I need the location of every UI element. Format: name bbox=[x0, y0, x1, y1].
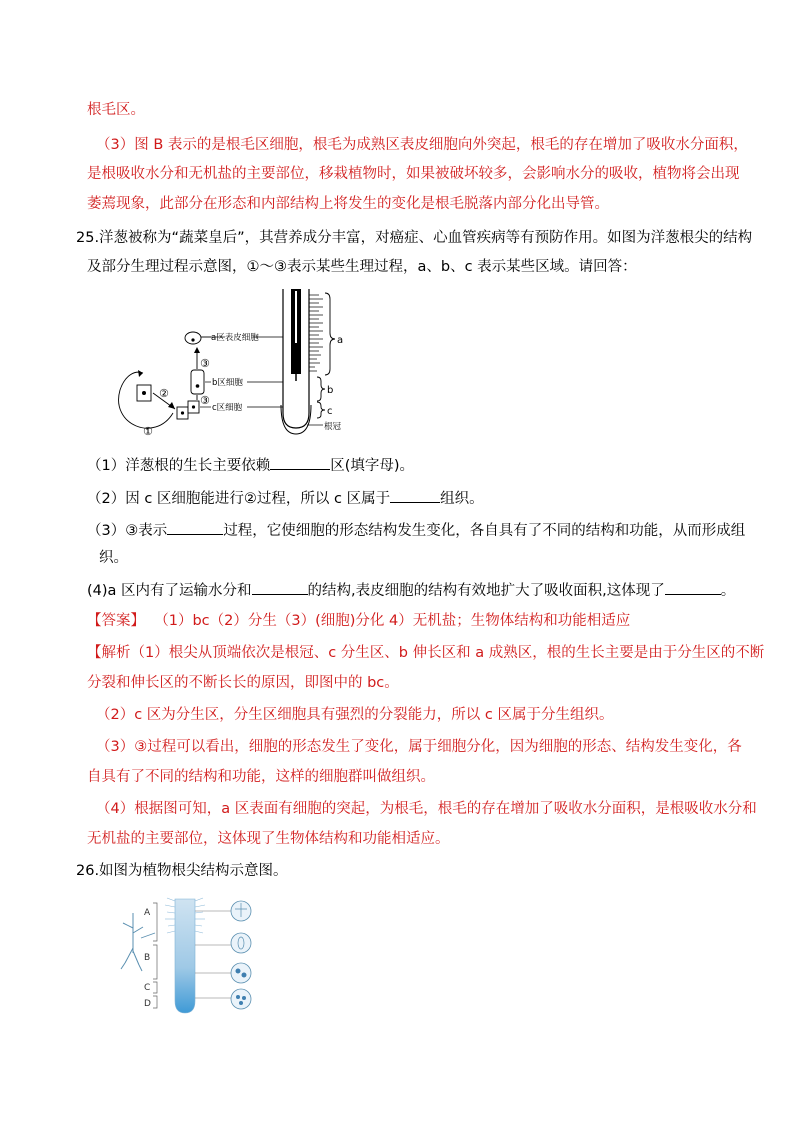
label-A: A bbox=[144, 908, 151, 918]
prev-answer-p3-line1: （3）图 B 表示的是根毛区细胞，根毛为成熟区表皮细胞向外突起，根毛的存在增加了吸收水分面积， bbox=[96, 137, 748, 153]
bracket-A bbox=[153, 903, 157, 941]
cell-inset-A bbox=[231, 901, 251, 921]
b-cell-label: b区细胞 bbox=[212, 378, 243, 388]
bracket-C bbox=[153, 982, 157, 993]
label-C: C bbox=[144, 983, 151, 993]
region-b-label: b bbox=[327, 385, 334, 396]
cell-inset-C bbox=[231, 963, 251, 983]
process-3-arrowhead-upper bbox=[194, 347, 200, 353]
q25-stem-line2: 及部分生理过程示意图，①～③表示某些生理过程，a、b、c 表示某些区域。请回答： bbox=[87, 259, 637, 275]
q25-sub2-blank[interactable] bbox=[390, 487, 440, 503]
answer-tag: 【答案】 bbox=[87, 613, 145, 629]
q26-root-tip-figure bbox=[115, 893, 265, 1018]
label-B: B bbox=[144, 953, 151, 963]
root-body bbox=[175, 899, 195, 1013]
q25-sub3-cont: 织。 bbox=[99, 550, 128, 566]
a-cell bbox=[185, 332, 201, 344]
q25-sub1 bbox=[87, 454, 414, 476]
brace-b bbox=[317, 377, 325, 401]
a-cell-nucleus bbox=[191, 338, 194, 341]
inset-pointers bbox=[195, 911, 231, 998]
c-cell-left-nucleus bbox=[181, 411, 184, 414]
root-cap-label: 根冠 bbox=[324, 422, 342, 432]
q25-analysis-line2: 分裂和伸长区的不断长长的原因，即图中的 bc。 bbox=[87, 675, 399, 691]
q25-answer bbox=[87, 611, 630, 631]
a-cell-label: a区表皮细胞 bbox=[211, 333, 259, 343]
process-2-label: ② bbox=[159, 387, 169, 400]
q25-sub4-end: 。 bbox=[720, 583, 736, 599]
b-cell-nucleus bbox=[196, 384, 200, 388]
q25-sub3-blank[interactable] bbox=[167, 519, 223, 535]
q25-sub3-text: （3）③表示 bbox=[87, 523, 168, 539]
q25-sub2-text: （2）因 c 区细胞能进行②过程，所以 c 区属于 bbox=[87, 491, 391, 507]
q25-sub4-blank2[interactable] bbox=[665, 579, 721, 595]
process-3-label-lower: ③ bbox=[200, 394, 210, 407]
q25-sub4-mid: 的结构,表皮细胞的结构有效地扩大了吸收面积,这体现了 bbox=[307, 583, 665, 599]
process-1-arrowhead bbox=[138, 370, 143, 377]
q25-sub4-blank1[interactable] bbox=[252, 579, 308, 595]
q25-sub1-text: （1）洋葱根的生长主要依赖 bbox=[87, 458, 271, 474]
loop-cell-nucleus bbox=[142, 391, 146, 395]
q25-sub1-blank[interactable] bbox=[270, 454, 330, 470]
process-2-arrowhead bbox=[168, 402, 175, 409]
bracket-B bbox=[153, 945, 157, 979]
q25-sub2-tail: 组织。 bbox=[440, 491, 484, 507]
q25-sub4-text: (4)a 区内有了运输水分和 bbox=[87, 583, 252, 599]
answer-text: （1）bc（2）分生（3）(细胞)分化 4）无机盐；生物体结构和功能相适应 bbox=[154, 613, 631, 629]
prev-answer-p3-line3: 萎蔫现象，此部分在形态和内部结构上将发生的变化是根毛脱落内部分化出导管。 bbox=[87, 196, 609, 212]
cell-inset-D bbox=[231, 989, 251, 1009]
q25-sub3 bbox=[87, 519, 745, 541]
q25-analysis-line6: （4）根据图可知，a 区表面有细胞的突起，为根毛，根毛的存在增加了吸收水分面积，是根吸收水分和 bbox=[96, 801, 757, 817]
root-cap-outline bbox=[281, 405, 311, 434]
brace-a bbox=[325, 293, 335, 375]
q25-stem-line1: 25.洋葱被称为“蔬菜皇后”，其营养成分丰富，对癌症、心血管疾病等有预防作用。如图为洋葱根尖的结构 bbox=[76, 230, 753, 246]
process-3-label-upper: ③ bbox=[200, 357, 210, 370]
region-a-label: a bbox=[337, 335, 344, 346]
q25-root-tip-figure bbox=[115, 285, 355, 445]
root-hairs bbox=[309, 295, 323, 371]
q25-analysis-line7: 无机盐的主要部位，这体现了生物体结构和功能相适应。 bbox=[87, 831, 450, 847]
analysis-p1a: （1）根尖从顶端依次是根冠、c 分生区、b 伸长区和 a 成熟区，根的生长主要是由于分生区的不断 bbox=[130, 645, 765, 661]
brace-c bbox=[317, 402, 325, 418]
analysis-tag: 【解析 bbox=[87, 645, 131, 661]
label-D: D bbox=[144, 999, 151, 1009]
q25-sub2 bbox=[87, 487, 484, 509]
q25-sub1-tail: 区(填字母)。 bbox=[330, 458, 415, 474]
plant-pointer bbox=[141, 933, 155, 938]
small-plant-icon bbox=[121, 913, 143, 971]
vascular-core-highlight bbox=[295, 291, 297, 343]
prev-answer-p3-line2: 是根吸收水分和无机盐的主要部位，移栽植物时，如果被破坏较多，会影响水分的吸收，植物将会出现 bbox=[87, 166, 740, 182]
vascular-core-tip bbox=[295, 357, 297, 367]
region-c-label: c bbox=[327, 406, 333, 417]
q25-analysis-line4: （3）③过程可以看出，细胞的形态发生了变化，属于细胞分化，因为细胞的形态、结构发生变化，各 bbox=[96, 739, 742, 755]
prev-answer-tail: 根毛区。 bbox=[87, 102, 145, 118]
q25-analysis-line1 bbox=[87, 643, 764, 663]
cell-inset-B bbox=[231, 933, 251, 953]
q25-sub4 bbox=[87, 579, 735, 601]
q25-sub3-tail: 过程，它使细胞的形态结构发生变化，各自具有了不同的结构和功能，从而形成组 bbox=[223, 523, 746, 539]
q25-analysis-line3: （2）c 区为分生区，分生区细胞具有强烈的分裂能力，所以 c 区属于分生组织。 bbox=[96, 707, 614, 723]
q25-analysis-line5: 自具有了不同的结构和功能，这样的细胞群叫做组织。 bbox=[87, 769, 435, 785]
bracket-D bbox=[153, 996, 157, 1008]
c-cell-label: c区细胞 bbox=[212, 403, 243, 413]
c-cell-right-nucleus bbox=[192, 405, 195, 408]
process-1-label: ① bbox=[143, 425, 153, 438]
b-cell bbox=[191, 370, 204, 394]
q26-stem: 26.如图为植物根尖结构示意图。 bbox=[76, 863, 288, 879]
